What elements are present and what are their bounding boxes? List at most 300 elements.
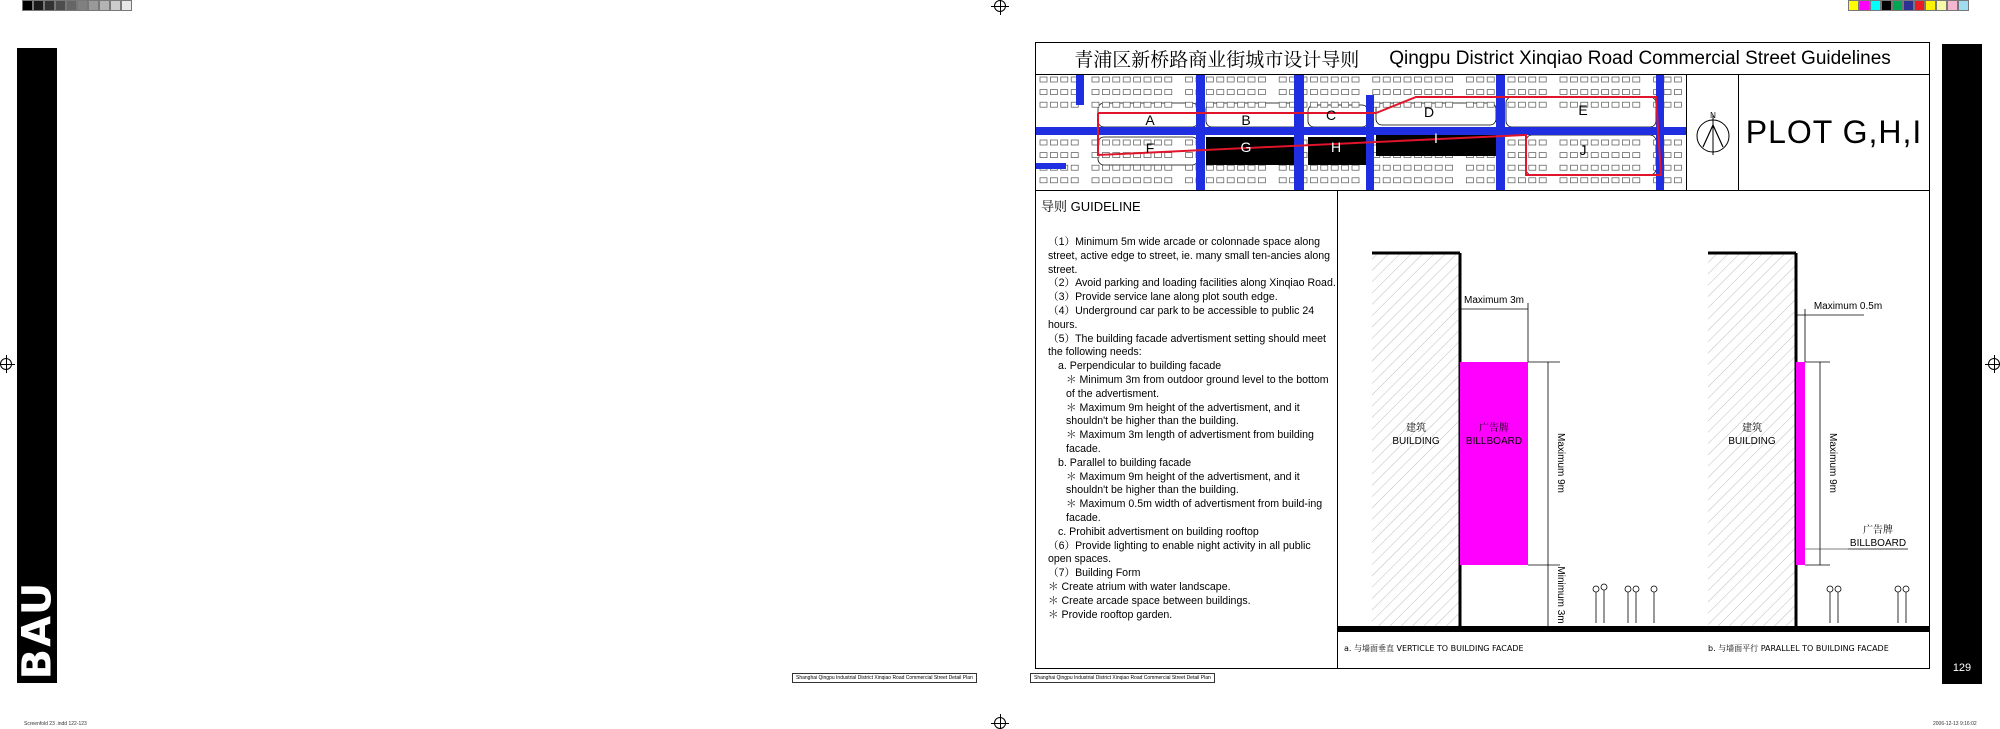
max-height-label-a: Maximum 9m xyxy=(1555,432,1566,494)
map-building xyxy=(1342,90,1349,95)
billboard-diagram xyxy=(1338,191,1929,669)
map-building xyxy=(1258,178,1265,183)
map-building xyxy=(1529,77,1536,82)
map-building xyxy=(1414,77,1421,82)
map-building xyxy=(1144,77,1151,82)
bau-logo: BAU xyxy=(14,580,61,680)
map-building xyxy=(1258,90,1265,95)
map-building xyxy=(1321,178,1328,183)
map-building xyxy=(1123,178,1130,183)
plot-title: PLOT G,H,I xyxy=(1738,75,1929,191)
map-building xyxy=(1539,90,1546,95)
map-building xyxy=(1477,90,1484,95)
map-building xyxy=(1050,140,1057,145)
map-building xyxy=(1612,153,1619,158)
map-building xyxy=(1570,178,1577,183)
map-building xyxy=(1113,165,1120,170)
map-building xyxy=(1071,178,1078,183)
map-building xyxy=(1383,178,1390,183)
color-swatch xyxy=(1848,0,1859,11)
map-building xyxy=(1050,90,1057,95)
map-building xyxy=(1622,77,1629,82)
map-building xyxy=(1508,102,1515,107)
map-building xyxy=(1466,77,1473,82)
map-building xyxy=(1446,77,1453,82)
map-building xyxy=(1342,178,1349,183)
guideline-item: ＊ Create arcade space between buildings. xyxy=(1048,594,1251,607)
map-building xyxy=(1622,90,1629,95)
map-building xyxy=(1508,153,1515,158)
map-building xyxy=(1092,178,1099,183)
map-building xyxy=(1425,165,1432,170)
map-building xyxy=(1165,102,1172,107)
map-building xyxy=(1102,165,1109,170)
guideline-item: ＊ Maximum 3m length of advertisment from building facade. xyxy=(1066,429,1314,455)
map-building xyxy=(1539,178,1546,183)
map-building xyxy=(1539,153,1546,158)
map-building xyxy=(1352,90,1359,95)
guideline-item: （3）Provide service lane along plot south edge. xyxy=(1048,291,1278,304)
map-building xyxy=(1050,153,1057,158)
map-building xyxy=(1165,153,1172,158)
map-building xyxy=(1446,102,1453,107)
map-building xyxy=(1664,77,1671,82)
map-building xyxy=(1394,165,1401,170)
map-building xyxy=(1165,178,1172,183)
map-building xyxy=(1186,165,1193,170)
map-building xyxy=(1383,102,1390,107)
registration-mark-right xyxy=(1988,358,2000,370)
map-building xyxy=(1061,178,1068,183)
map-building xyxy=(1248,102,1255,107)
map-building xyxy=(1113,140,1120,145)
map-road xyxy=(1196,75,1205,191)
map-building xyxy=(1102,102,1109,107)
map-building xyxy=(1404,77,1411,82)
guideline-heading: 导则 GUIDELINE xyxy=(1041,199,1141,214)
map-building xyxy=(1217,102,1224,107)
map-building xyxy=(1134,165,1141,170)
registration-mark-left xyxy=(0,358,12,370)
ground-line xyxy=(1338,626,1929,632)
map-building xyxy=(1134,102,1141,107)
map-building xyxy=(1258,102,1265,107)
map-building xyxy=(1123,140,1130,145)
guideline-item: （6）Provide lighting to enable night activity in all public open spaces. xyxy=(1048,539,1311,566)
map-building xyxy=(1518,102,1525,107)
site-plan-svg xyxy=(1036,75,1686,191)
map-building xyxy=(1570,153,1577,158)
map-building xyxy=(1581,178,1588,183)
registration-mark-top xyxy=(994,0,1006,12)
map-building xyxy=(1664,153,1671,158)
color-swatch xyxy=(1892,0,1903,11)
map-building xyxy=(1602,153,1609,158)
map-road xyxy=(1294,75,1304,191)
map-building xyxy=(1206,178,1213,183)
grayscale-swatch xyxy=(77,0,88,11)
guideline-item: （5）The building facade advertisment setting should meet the following needs: xyxy=(1048,332,1326,359)
map-building xyxy=(1321,90,1328,95)
map-building xyxy=(1602,140,1609,145)
map-building xyxy=(1622,178,1629,183)
map-building xyxy=(1602,165,1609,170)
map-building xyxy=(1248,77,1255,82)
map-building xyxy=(1466,178,1473,183)
map-building xyxy=(1508,90,1515,95)
billboard-a-en: BILLBOARD xyxy=(1465,436,1523,447)
map-building xyxy=(1144,165,1151,170)
map-building xyxy=(1674,77,1681,82)
map-building xyxy=(1633,165,1640,170)
map-building xyxy=(1071,153,1078,158)
map-building xyxy=(1040,90,1047,95)
map-building xyxy=(1279,77,1286,82)
map-building xyxy=(1134,140,1141,145)
map-building xyxy=(1591,153,1598,158)
map-building xyxy=(1331,90,1338,95)
map-building xyxy=(1061,77,1068,82)
map-building xyxy=(1331,77,1338,82)
map-building xyxy=(1238,165,1245,170)
billboard-b-en: BILLBOARD xyxy=(1849,538,1907,549)
map-building xyxy=(1674,90,1681,95)
map-building xyxy=(1560,153,1567,158)
map-building xyxy=(1134,77,1141,82)
plot-block xyxy=(1308,105,1368,127)
color-swatch xyxy=(1914,0,1925,11)
map-building xyxy=(1435,165,1442,170)
guideline-item: ＊ Maximum 0.5m width of advertisment from build-ing facade. xyxy=(1066,498,1323,524)
guideline-item: ＊ Provide rooftop garden. xyxy=(1048,608,1173,621)
map-building xyxy=(1186,102,1193,107)
map-building xyxy=(1435,178,1442,183)
map-building xyxy=(1373,90,1380,95)
map-building xyxy=(1466,102,1473,107)
map-building xyxy=(1186,178,1193,183)
map-building xyxy=(1061,90,1068,95)
map-building xyxy=(1633,140,1640,145)
map-building xyxy=(1342,102,1349,107)
page-number: 129 xyxy=(1952,662,1972,674)
map-building xyxy=(1113,90,1120,95)
north-arrow xyxy=(1686,75,1738,191)
map-building xyxy=(1248,178,1255,183)
map-building xyxy=(1560,140,1567,145)
map-building xyxy=(1092,77,1099,82)
map-building xyxy=(1165,90,1172,95)
grayscale-swatch xyxy=(88,0,99,11)
map-building xyxy=(1529,102,1536,107)
guideline-item: c. Prohibit advertisment on building rooftop xyxy=(1058,525,1259,538)
caption-a: a. 与墙面垂直 VERTICLE TO BUILDING FACADE xyxy=(1344,644,1524,653)
guideline-section xyxy=(1036,191,1338,669)
billboard-b-cn: 广告牌 xyxy=(1863,525,1893,536)
map-building xyxy=(1383,90,1390,95)
north-label: N xyxy=(1710,111,1716,120)
map-building xyxy=(1425,77,1432,82)
people-b xyxy=(1827,586,1909,623)
map-building xyxy=(1040,77,1047,82)
map-building xyxy=(1425,178,1432,183)
map-building xyxy=(1352,178,1359,183)
map-building xyxy=(1217,90,1224,95)
map-building xyxy=(1602,77,1609,82)
map-building xyxy=(1581,77,1588,82)
map-building xyxy=(1446,178,1453,183)
map-building xyxy=(1466,165,1473,170)
map-building xyxy=(1414,165,1421,170)
map-building xyxy=(1154,165,1161,170)
map-building xyxy=(1404,90,1411,95)
map-building xyxy=(1674,165,1681,170)
map-building xyxy=(1591,165,1598,170)
map-building xyxy=(1258,165,1265,170)
map-building xyxy=(1279,178,1286,183)
min-height-label: Minimum 3m xyxy=(1555,566,1566,624)
map-building xyxy=(1633,102,1640,107)
map-building xyxy=(1508,77,1515,82)
map-building xyxy=(1279,90,1286,95)
map-building xyxy=(1227,178,1234,183)
map-road xyxy=(1076,75,1084,105)
grayscale-swatch xyxy=(121,0,132,11)
map-building xyxy=(1622,140,1629,145)
map-building xyxy=(1508,178,1515,183)
map-building xyxy=(1217,165,1224,170)
map-building xyxy=(1238,178,1245,183)
color-swatch xyxy=(1881,0,1892,11)
map-building xyxy=(1186,90,1193,95)
map-building xyxy=(1477,165,1484,170)
map-building xyxy=(1529,140,1536,145)
map-road xyxy=(1036,163,1066,169)
map-building xyxy=(1560,102,1567,107)
map-building xyxy=(1508,140,1515,145)
map-building xyxy=(1446,90,1453,95)
map-building xyxy=(1674,102,1681,107)
map-building xyxy=(1279,165,1286,170)
map-building xyxy=(1518,165,1525,170)
map-building xyxy=(1165,77,1172,82)
map-building xyxy=(1581,90,1588,95)
grayscale-swatch xyxy=(66,0,77,11)
map-building xyxy=(1612,90,1619,95)
map-building xyxy=(1518,140,1525,145)
north-arrow-icon xyxy=(1687,75,1739,191)
map-building xyxy=(1487,77,1494,82)
map-building xyxy=(1331,165,1338,170)
guideline-panel xyxy=(1035,42,1930,669)
map-building xyxy=(1622,165,1629,170)
building-a-cn: 建筑 xyxy=(1406,423,1426,434)
map-building xyxy=(1570,90,1577,95)
map-building xyxy=(1154,77,1161,82)
map-building xyxy=(1102,90,1109,95)
map-building xyxy=(1529,165,1536,170)
map-building xyxy=(1154,178,1161,183)
map-building xyxy=(1539,165,1546,170)
map-building xyxy=(1352,165,1359,170)
map-building xyxy=(1518,90,1525,95)
plot-label-a: A xyxy=(1145,112,1155,128)
map-building xyxy=(1206,77,1213,82)
plot-g xyxy=(1206,137,1301,165)
plot-label-d: D xyxy=(1423,104,1435,120)
title-english: Qingpu District Xinqiao Road Commercial Street Guidelines xyxy=(1389,47,1891,69)
guideline-item: ＊ Maximum 9m height of the advertisment, and it shouldn't be higher than the building. xyxy=(1066,401,1300,428)
map-building xyxy=(1331,178,1338,183)
plot-label-f: F xyxy=(1145,140,1155,156)
map-building xyxy=(1206,90,1213,95)
map-building xyxy=(1092,90,1099,95)
map-building xyxy=(1279,102,1286,107)
map-building xyxy=(1602,90,1609,95)
map-building xyxy=(1321,77,1328,82)
map-building xyxy=(1404,178,1411,183)
map-building xyxy=(1591,77,1598,82)
map-building xyxy=(1425,90,1432,95)
map-building xyxy=(1591,102,1598,107)
map-building xyxy=(1186,140,1193,145)
map-building xyxy=(1310,90,1317,95)
map-building xyxy=(1633,77,1640,82)
map-building xyxy=(1633,153,1640,158)
map-building xyxy=(1113,178,1120,183)
map-building xyxy=(1560,165,1567,170)
map-building xyxy=(1310,77,1317,82)
plot-label-e: E xyxy=(1578,102,1588,118)
map-building xyxy=(1664,140,1671,145)
diagram-a xyxy=(1344,253,1657,653)
guideline-item: （2）Avoid parking and loading facilities along Xinqiao Road. xyxy=(1048,277,1336,290)
guideline-item: （7）Building Form xyxy=(1048,567,1141,580)
guideline-item: b. Parallel to building facade xyxy=(1058,456,1192,469)
map-building xyxy=(1435,102,1442,107)
right-edge-bar xyxy=(1942,44,1982,684)
map-building xyxy=(1186,77,1193,82)
color-swatch xyxy=(1859,0,1870,11)
map-building xyxy=(1477,102,1484,107)
map-building xyxy=(1560,178,1567,183)
map-building xyxy=(1248,165,1255,170)
map-building xyxy=(1040,140,1047,145)
billboard-a xyxy=(1460,362,1528,565)
map-building xyxy=(1664,178,1671,183)
map-building xyxy=(1487,178,1494,183)
map-building xyxy=(1342,165,1349,170)
map-building xyxy=(1092,165,1099,170)
map-building xyxy=(1529,153,1536,158)
map-building xyxy=(1602,102,1609,107)
map-building xyxy=(1404,102,1411,107)
map-building xyxy=(1113,77,1120,82)
map-building xyxy=(1414,178,1421,183)
map-building xyxy=(1633,90,1640,95)
map-building xyxy=(1040,178,1047,183)
map-building xyxy=(1508,165,1515,170)
map-building xyxy=(1591,90,1598,95)
plot-label-h: H xyxy=(1330,139,1342,155)
building-b-cn: 建筑 xyxy=(1742,423,1762,434)
map-building xyxy=(1071,165,1078,170)
map-building xyxy=(1622,153,1629,158)
plot-label-c: C xyxy=(1325,107,1337,123)
map-building xyxy=(1061,102,1068,107)
caption-b: b. 与墙面平行 PARALLEL TO BUILDING FACADE xyxy=(1708,644,1889,653)
map-building xyxy=(1612,77,1619,82)
file-info: Screenfold 23 .indd 122-123 xyxy=(24,721,87,727)
map-building xyxy=(1123,102,1130,107)
max-width-label: Maximum 0.5m xyxy=(1813,301,1883,312)
map-building xyxy=(1050,178,1057,183)
map-building xyxy=(1591,178,1598,183)
grayscale-swatch xyxy=(55,0,66,11)
map-building xyxy=(1206,165,1213,170)
map-building xyxy=(1154,153,1161,158)
map-building xyxy=(1394,178,1401,183)
map-building xyxy=(1664,165,1671,170)
map-building xyxy=(1352,77,1359,82)
registration-mark-bottom xyxy=(994,717,1006,729)
grayscale-swatch xyxy=(99,0,110,11)
map-building xyxy=(1102,140,1109,145)
map-building xyxy=(1321,165,1328,170)
guideline-list xyxy=(1048,236,1336,622)
map-building xyxy=(1373,77,1380,82)
color-swatch xyxy=(1958,0,1969,11)
map-building xyxy=(1394,90,1401,95)
footer-tag-right: Shanghai Qingpu Industrial District Xinqiao Road Commercial Street Detail Plan xyxy=(1030,673,1215,683)
map-building xyxy=(1040,102,1047,107)
map-building xyxy=(1602,178,1609,183)
map-building xyxy=(1144,178,1151,183)
map-building xyxy=(1165,165,1172,170)
grayscale-swatch xyxy=(33,0,44,11)
map-building xyxy=(1612,178,1619,183)
guideline-item: ＊ Maximum 9m height of the advertisment, and it shouldn't be higher than the building. xyxy=(1066,470,1300,497)
map-building xyxy=(1206,102,1213,107)
map-building xyxy=(1435,90,1442,95)
map-building xyxy=(1061,140,1068,145)
guideline-item: ＊ Create atrium with water landscape. xyxy=(1048,580,1231,593)
billboard-diagram-svg xyxy=(1338,191,1929,669)
map-building xyxy=(1664,90,1671,95)
map-building xyxy=(1165,140,1172,145)
billboard-b xyxy=(1796,362,1805,565)
map-building xyxy=(1591,140,1598,145)
building-b-en: BUILDING xyxy=(1728,436,1776,447)
map-building xyxy=(1581,165,1588,170)
map-building xyxy=(1612,165,1619,170)
map-building xyxy=(1633,178,1640,183)
map-building xyxy=(1383,77,1390,82)
map-building xyxy=(1674,178,1681,183)
plot-label-j: J xyxy=(1579,142,1587,158)
map-building xyxy=(1477,178,1484,183)
map-building xyxy=(1518,153,1525,158)
color-strip xyxy=(1848,0,1969,11)
map-building xyxy=(1248,90,1255,95)
map-building xyxy=(1622,102,1629,107)
map-building xyxy=(1674,140,1681,145)
grayscale-swatch xyxy=(22,0,33,11)
map-building xyxy=(1414,102,1421,107)
map-building xyxy=(1061,153,1068,158)
map-building xyxy=(1238,102,1245,107)
map-building xyxy=(1446,165,1453,170)
map-building xyxy=(1186,153,1193,158)
